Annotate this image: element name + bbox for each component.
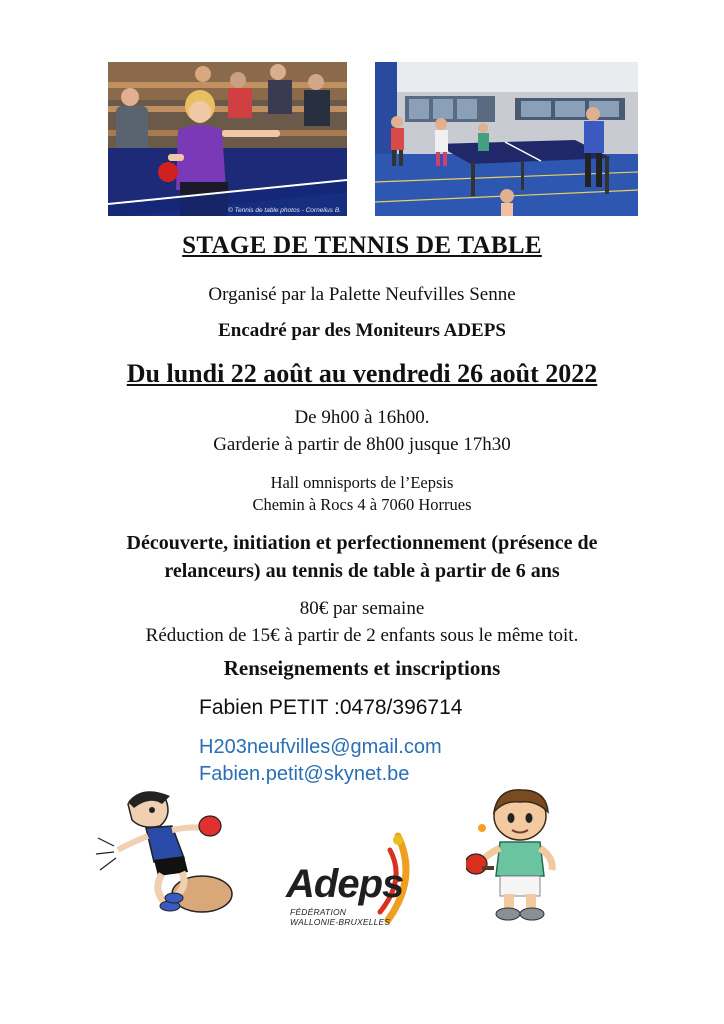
contact-heading: Renseignements et inscriptions	[223, 656, 501, 680]
adeps-logo-word: Adeps	[286, 862, 404, 906]
organizer-line: Organisé par la Palette Neufvilles Senne	[208, 284, 516, 305]
page-title: STAGE DE TENNIS DE TABLE	[182, 232, 542, 259]
email-link-fabien[interactable]: Fabien.petit@skynet.be	[199, 763, 410, 785]
photo-credit: © Tennis de table photos - Cornelius B.	[228, 207, 341, 214]
adeps-logo-sub-1: FÉDÉRATION	[290, 907, 347, 917]
email-link-club[interactable]: H203neufvilles@gmail.com	[199, 736, 442, 758]
event-dates: Du lundi 22 août au vendredi 26 août 2022	[126, 359, 598, 388]
hours-block	[0, 404, 724, 458]
hours-line: De 9h00 à 16h00.	[294, 407, 430, 428]
supervisor-line: Encadré par des Moniteurs ADEPS	[218, 320, 506, 341]
daycare-line: Garderie à partir de 8h00 jusque 17h30	[213, 434, 511, 455]
pricing-block	[0, 595, 724, 649]
activities-block	[0, 529, 724, 585]
photo-training-hall	[375, 62, 638, 216]
discount-line: Réduction de 15€ à partir de 2 enfants sous le même toit.	[145, 625, 579, 646]
cartoon-boy-with-paddle-icon	[466, 786, 574, 924]
price-line: 80€ par semaine	[299, 598, 425, 619]
venue-name: Hall omnisports de l’Eepsis	[270, 473, 454, 492]
cartoon-player-lunging-icon	[92, 786, 242, 916]
photo-player-serving	[108, 62, 347, 216]
venue-block	[0, 472, 724, 516]
activities-line-1: Découverte, initiation et perfectionnement (présence de	[126, 532, 598, 554]
activities-line-2: relanceurs) au tennis de table à partir de 6 ans	[164, 560, 560, 582]
adeps-logo-sub-2: WALLONIE-BRUXELLES	[290, 917, 391, 927]
venue-address: Chemin à Rocs 4 à 7060 Horrues	[252, 495, 472, 514]
contact-name-phone: Fabien PETIT :0478/396714	[199, 696, 463, 719]
